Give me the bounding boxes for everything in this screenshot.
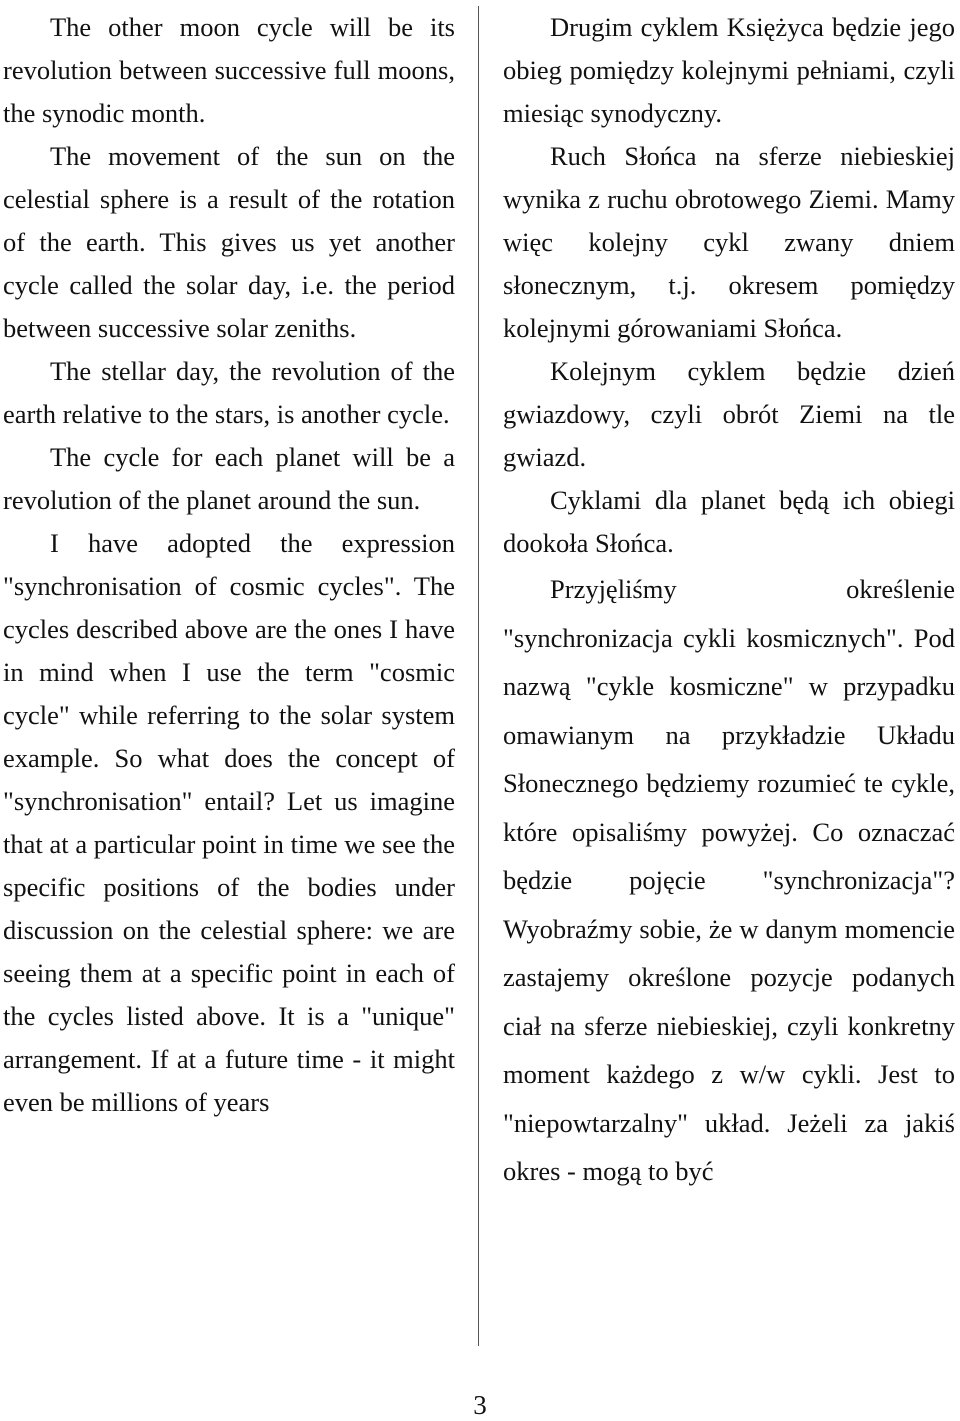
paragraph: The stellar day, the revolution of the earth relative to the stars, is another cycle. bbox=[3, 356, 455, 429]
paragraph: The other moon cycle will be its revolution between successive full moons, the synodic month. bbox=[3, 12, 455, 128]
right-column-polish bbox=[503, 6, 955, 1196]
paragraph: Ruch Słońca na sferze niebieskiej wynika z ruchu obrotowego Ziemi. Mamy więc kolejny cykl zwany dniem słonecznym, t.j. okresem pomiędzy kolejnymi górowaniami Słońca. bbox=[503, 141, 955, 343]
column-divider bbox=[478, 6, 479, 1346]
paragraph: The cycle for each planet will be a revolution of the planet around the sun. bbox=[3, 442, 455, 515]
paragraph: Przyjęliśmy określenie "synchronizacja cykli kosmicznych". Pod nazwą "cykle kosmiczne" w przypadku omawianym na przykładzie Układu Słonecznego będziemy rozumieć te cykle, które opisaliśmy powyżej. Co oznaczać będzie pojęcie "synchronizacja"? Wyobraźmy sobie, że w danym momencie zastajemy określone pozycje podanych ciał na sferze niebieskiej, czyli konkretny moment każdego z w/w cykli. Jest to "niepowtarzalny" układ. Jeżeli za jakiś okres - mogą to być bbox=[503, 574, 955, 1186]
paragraph: Drugim cyklem Księżyca będzie jego obieg pomiędzy kolejnymi pełniami, czyli miesiąc synodyczny. bbox=[503, 12, 955, 128]
paragraph: Kolejnym cyklem będzie dzień gwiazdowy, czyli obrót Ziemi na tle gwiazd. bbox=[503, 356, 955, 472]
left-column-english bbox=[3, 6, 455, 1124]
paragraph: I have adopted the expression "synchronisation of cosmic cycles". The cycles described above are the ones I have in mind when I use the term "cosmic cycle" while referring to the solar system example. So what does the concept of "synchronisation" entail? Let us imagine that at a particular point in time we see the specific positions of the bodies under discussion on the celestial sphere: we are seeing them at a specific point in each of the cycles listed above. It is a "unique" arrangement. If at a future time - it might even be millions of years bbox=[3, 528, 455, 1117]
page-number: 3 bbox=[473, 1390, 487, 1420]
paragraph: Cyklami dla planet będą ich obiegi dookoła Słońca. bbox=[503, 485, 955, 558]
paragraph: The movement of the sun on the celestial sphere is a result of the rotation of the earth. This gives us yet another cycle called the solar day, i.e. the period between successive solar zeniths. bbox=[3, 141, 455, 343]
